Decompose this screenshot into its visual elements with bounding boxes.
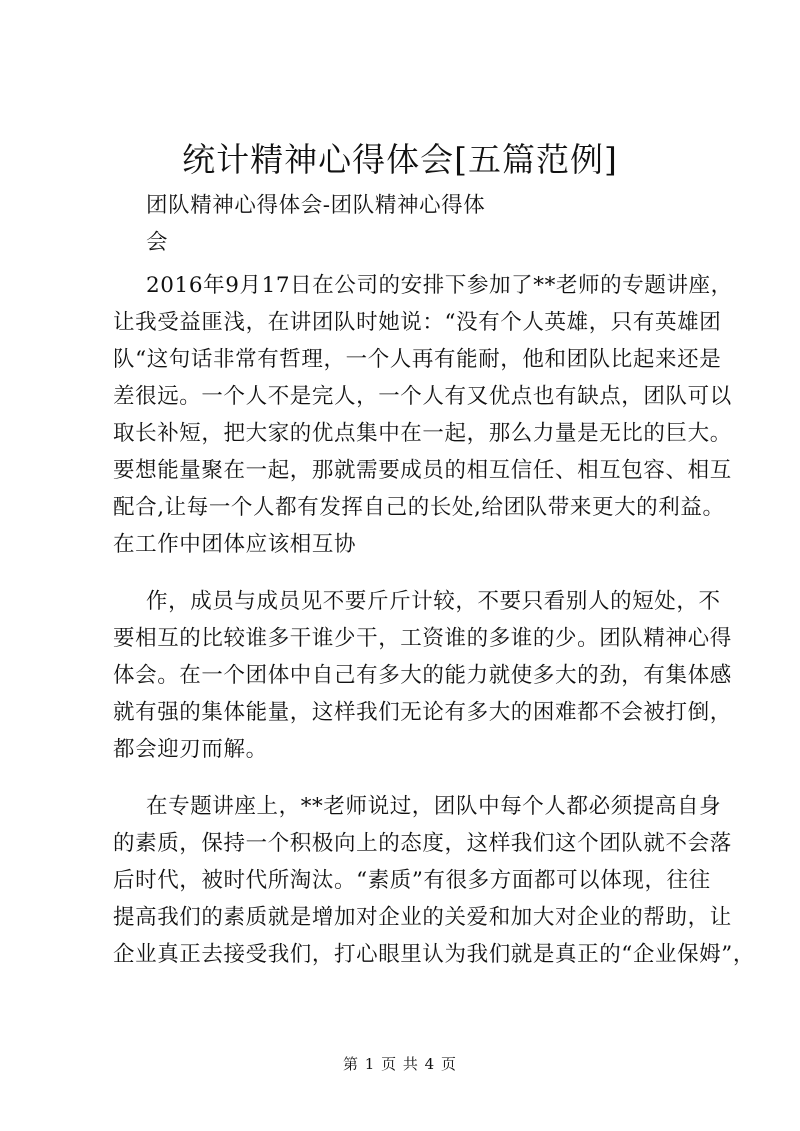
body-line: 作，成员与成员见不要斤斤计较，不要只看别人的短处，不 — [146, 589, 721, 614]
body-line: 企业真正去接受我们，打心眼里认为我们就是真正的“企业保姆”， — [113, 942, 755, 967]
page-footer: 第 1 页 共 4 页 — [343, 1055, 457, 1073]
body-line: 2016年9月17日在公司的安排下参加了**老师的专题讲座， — [146, 273, 733, 298]
body-line: 提高我们的素质就是增加对企业的关爱和加大对企业的帮助，让 — [113, 905, 732, 930]
body-line: 都会迎刃而解。 — [113, 737, 268, 762]
body-line: 让我受益匪浅，在讲团队时她说：“没有个人英雄，只有英雄团 — [113, 310, 722, 335]
body-line: 在工作中团体应该相互协 — [113, 532, 357, 557]
body-line: 后时代，被时代所淘汰。“素质”有很多方面都可以体现，往往 — [113, 868, 711, 893]
body-line: 取长补短，把大家的优点集中在一起，那么力量是无比的巨大。 — [113, 421, 732, 446]
body-line: 就有强的集体能量，这样我们无论有多大的困难都不会被打倒， — [113, 700, 732, 725]
body-line: 配合,让每一个人都有发挥自己的长处,给团队带来更大的利益。 — [113, 495, 725, 520]
body-line: 队“这句话非常有哲理，一个人再有能耐，他和团队比起来还是 — [113, 347, 722, 372]
page-title: 统计精神心得体会[五篇范例] — [182, 140, 618, 179]
body-line: 的素质，保持一个积极向上的态度，这样我们这个团队就不会落 — [113, 831, 732, 856]
body-line: 差很远。一个人不是完人，一个人有又优点也有缺点，团队可以 — [113, 384, 732, 409]
section-heading-line-1: 团队精神心得体会-团队精神心得体 — [146, 193, 486, 218]
body-line: 在专题讲座上，**老师说过，团队中每个人都必须提高自身 — [146, 794, 722, 819]
section-heading-line-2: 会 — [146, 230, 169, 255]
body-line: 要想能量聚在一起，那就需要成员的相互信任、相互包容、相互 — [113, 458, 732, 483]
body-line: 要相互的比较谁多干谁少干，工资谁的多谁的少。团队精神心得 — [113, 626, 732, 651]
body-line: 体会。在一个团体中自己有多大的能力就使多大的劲，有集体感 — [113, 663, 732, 688]
